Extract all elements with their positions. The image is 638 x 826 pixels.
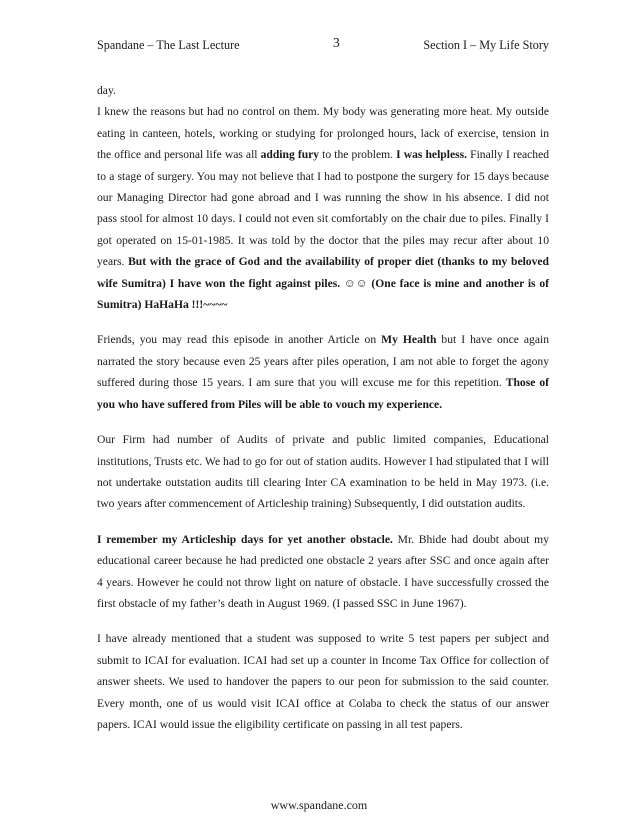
page-footer-url: www.spandane.com bbox=[270, 798, 368, 812]
bold-span: But with the grace of God and the availability of proper diet (thanks to my beloved wife Sumitra) I have won the fight against piles. ☺☺ (One face is mine and another is of Sumitra) HaHaHa !!!~~~~ bbox=[97, 255, 549, 312]
bold-span: My Health bbox=[381, 333, 437, 347]
bold-span: I remember my Articleship days for yet another obstacle. bbox=[97, 532, 393, 546]
text-span: I knew the reasons but had no control on them. My body was generating more heat. My outside eating in canteen, hotels, working or studying for prolonged hours, lack of exercise, tension in the office and personal life was all bbox=[97, 105, 549, 162]
header-page-number: 3 bbox=[333, 35, 340, 50]
paragraph-piles-surgery bbox=[97, 101, 549, 315]
text-span: Friends, you may read this episode in another Article on bbox=[97, 333, 382, 347]
paragraph-test-papers: I have already mentioned that a student was supposed to write 5 test papers per subject and submit to ICAI for evaluation. ICAI had set up a counter in Income Tax Office for collection of answer sheets. We used to handover the papers to our peon for submission to the said counter. Every month, one of us would visit ICAI office at Colaba to check the status of our answer papers. ICAI would issue the eligibility certificate on passing in all test papers. bbox=[97, 632, 549, 731]
page-header bbox=[97, 35, 549, 56]
text-span: to the problem. bbox=[319, 148, 397, 162]
bold-span: I was helpless. bbox=[396, 148, 468, 162]
text-span: but I have once again narrated the story because even 25 years after piles operation, I am not able to forget the agony suffered during those 15 years. I am sure that you will excuse me for this repetition. bbox=[97, 333, 549, 390]
text-span: Mr. Bhide had doubt about my educational career because he had predicted one obstacle 2 years after SSC and once again after 4 years. However he could not throw light on nature of obstacle. I have successfully crossed the first obstacle of my father’s death in August 1969. (I passed SSC in June 1967). bbox=[97, 532, 549, 610]
header-section-title: Section I – My Life Story bbox=[423, 38, 549, 52]
header-book-title: Spandane – The Last Lecture bbox=[97, 38, 240, 52]
page-body bbox=[97, 80, 549, 735]
paragraph-my-health bbox=[97, 329, 549, 415]
paragraph-articleship-obstacle bbox=[97, 529, 549, 615]
text-span: Finally I reached to a stage of surgery. You may not believe that I had to postpone the surgery for 15 days because our Managing Director had gone abroad and I was running the show in his absence. I did not pass stool for almost 10 days. I could not even sit comfortably on the chair due to piles. Finally I got operated on 15-01-1985. It was told by the doctor that the piles may recur after about 10 years. bbox=[97, 148, 550, 269]
bold-span: Those of you who have suffered from Piles will be able to vouch my experience. bbox=[97, 376, 549, 411]
bold-span: adding fury bbox=[260, 148, 320, 162]
paragraph-outstation-audits: Our Firm had number of Audits of private and public limited companies, Educational institutions, Trusts etc. We had to go for out of station audits. However I had stipulated that I will not undertake outstation audits till clearing Inter CA examination to be held in May 1973. (i.e. two years after commencement of Articleship training) Subsequently, I did outstation audits. bbox=[97, 433, 549, 511]
paragraph-continuation: day. bbox=[97, 84, 116, 97]
